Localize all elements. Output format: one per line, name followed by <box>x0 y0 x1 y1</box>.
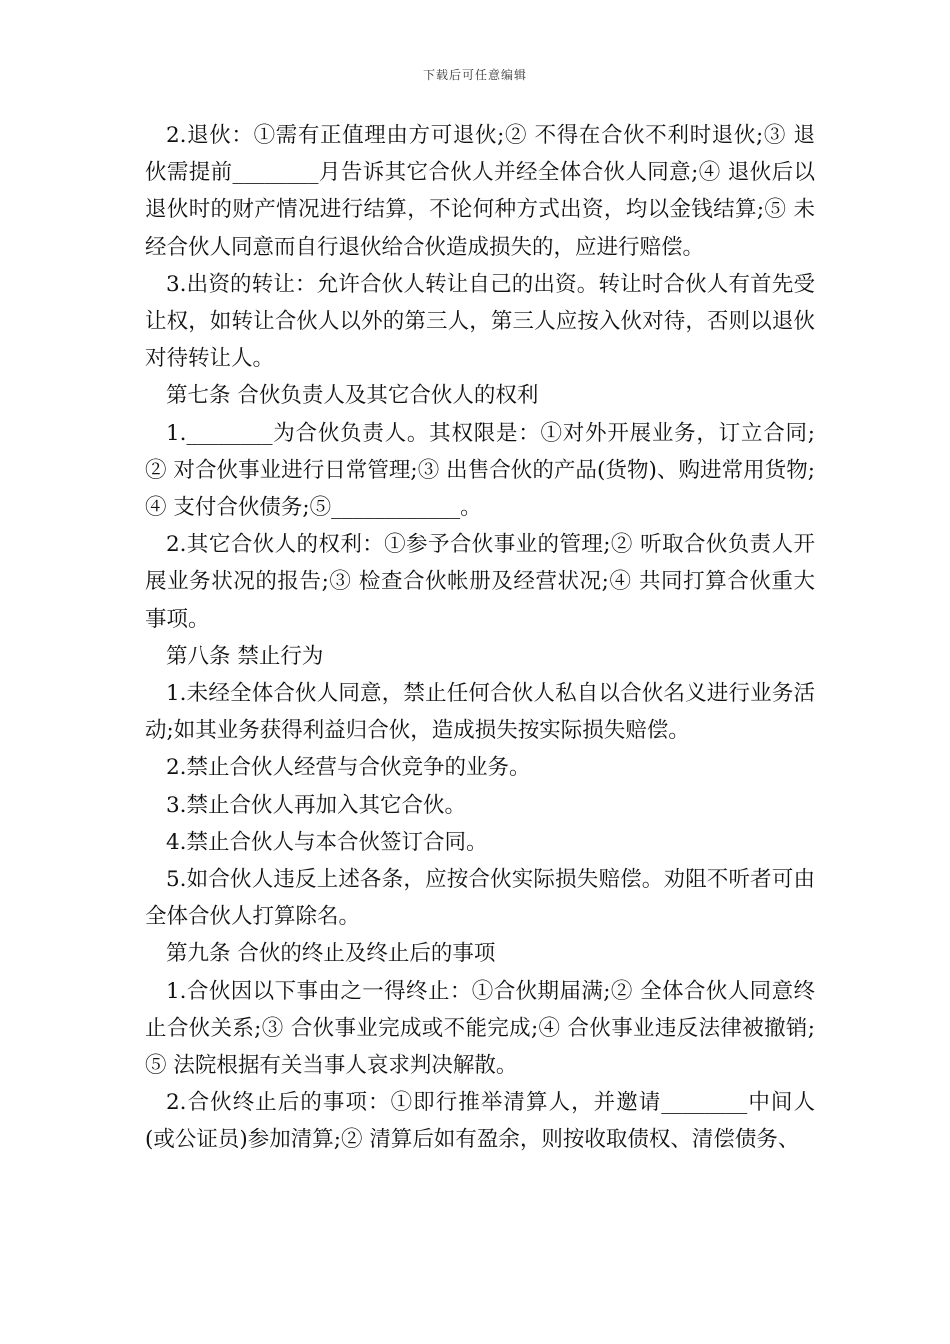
paragraph-partner-in-charge: 1.________为合伙负责人。其权限是：①对外开展业务，订立合同;② 对合伙事业进行日常管理;③ 出售合伙的产品(货物)、购进常用货物;④ 支付合伙债务;⑤____________。 <box>145 420 815 521</box>
paragraph-capital-transfer: 3.出资的转让：允许合伙人转让自己的出资。转让时合伙人有首先受让权，如转让合伙人以外的第三人，第三人应按入伙对待，否则以退伙对待转让人。 <box>145 271 815 372</box>
paragraph-prohibition-3: 3.禁止合伙人再加入其它合伙。 <box>166 792 467 818</box>
paragraph-prohibition-1: 1.未经全体合伙人同意，禁止任何合伙人私自以合伙名义进行业务活动;如其业务获得利益归合伙，造成损失按实际损失赔偿。 <box>145 681 815 744</box>
paragraph-withdrawal: 2.退伙：①需有正值理由方可退伙;② 不得在合伙不利时退伙;③ 退伙需提前________月告诉其它合伙人并经全体合伙人同意;④ 退伙后以退伙时的财产情况进行结算，不论何种方式出资，均以金钱结算;⑤ 未经合伙人同意而自行退伙给合伙造成损失的，应进行赔偿。 <box>145 123 815 260</box>
article-7-heading: 第七条 合伙负责人及其它合伙人的权利 <box>166 383 539 409</box>
paragraph-prohibition-4: 4.禁止合伙人与本合伙签订合同。 <box>166 829 488 855</box>
paragraph-other-partner-rights: 2.其它合伙人的权利：①参予合伙事业的管理;② 听取合伙负责人开展业务状况的报告;③ 检查合伙帐册及经营状况;④ 共同打算合伙重大事项。 <box>145 532 815 632</box>
paragraph-prohibition-5: 5.如合伙人违反上述各条，应按合伙实际损失赔偿。劝阻不听者可由全体合伙人打算除名。 <box>145 867 815 930</box>
page-header: 下载后可任意编辑 <box>422 68 527 82</box>
paragraph-post-termination: 2.合伙终止后的事项：①即行推举清算人，并邀请________中间人(或公证员)参加清算;② 清算后如有盈余，则按收取债权、清偿债务、 <box>145 1090 815 1153</box>
article-9-heading: 第九条 合伙的终止及终止后的事项 <box>166 941 496 967</box>
document-body <box>145 117 815 1159</box>
paragraph-prohibition-2: 2.禁止合伙人经营与合伙竞争的业务。 <box>166 755 531 781</box>
article-8-heading: 第八条 禁止行为 <box>166 643 324 669</box>
paragraph-termination-causes: 1.合伙因以下事由之一得终止：①合伙期届满;② 全体合伙人同意终止合伙关系;③ 合伙事业完成或不能完成;④ 合伙事业违反法律被撤销;⑤ 法院根据有关当事人哀求判决解散。 <box>145 978 815 1079</box>
